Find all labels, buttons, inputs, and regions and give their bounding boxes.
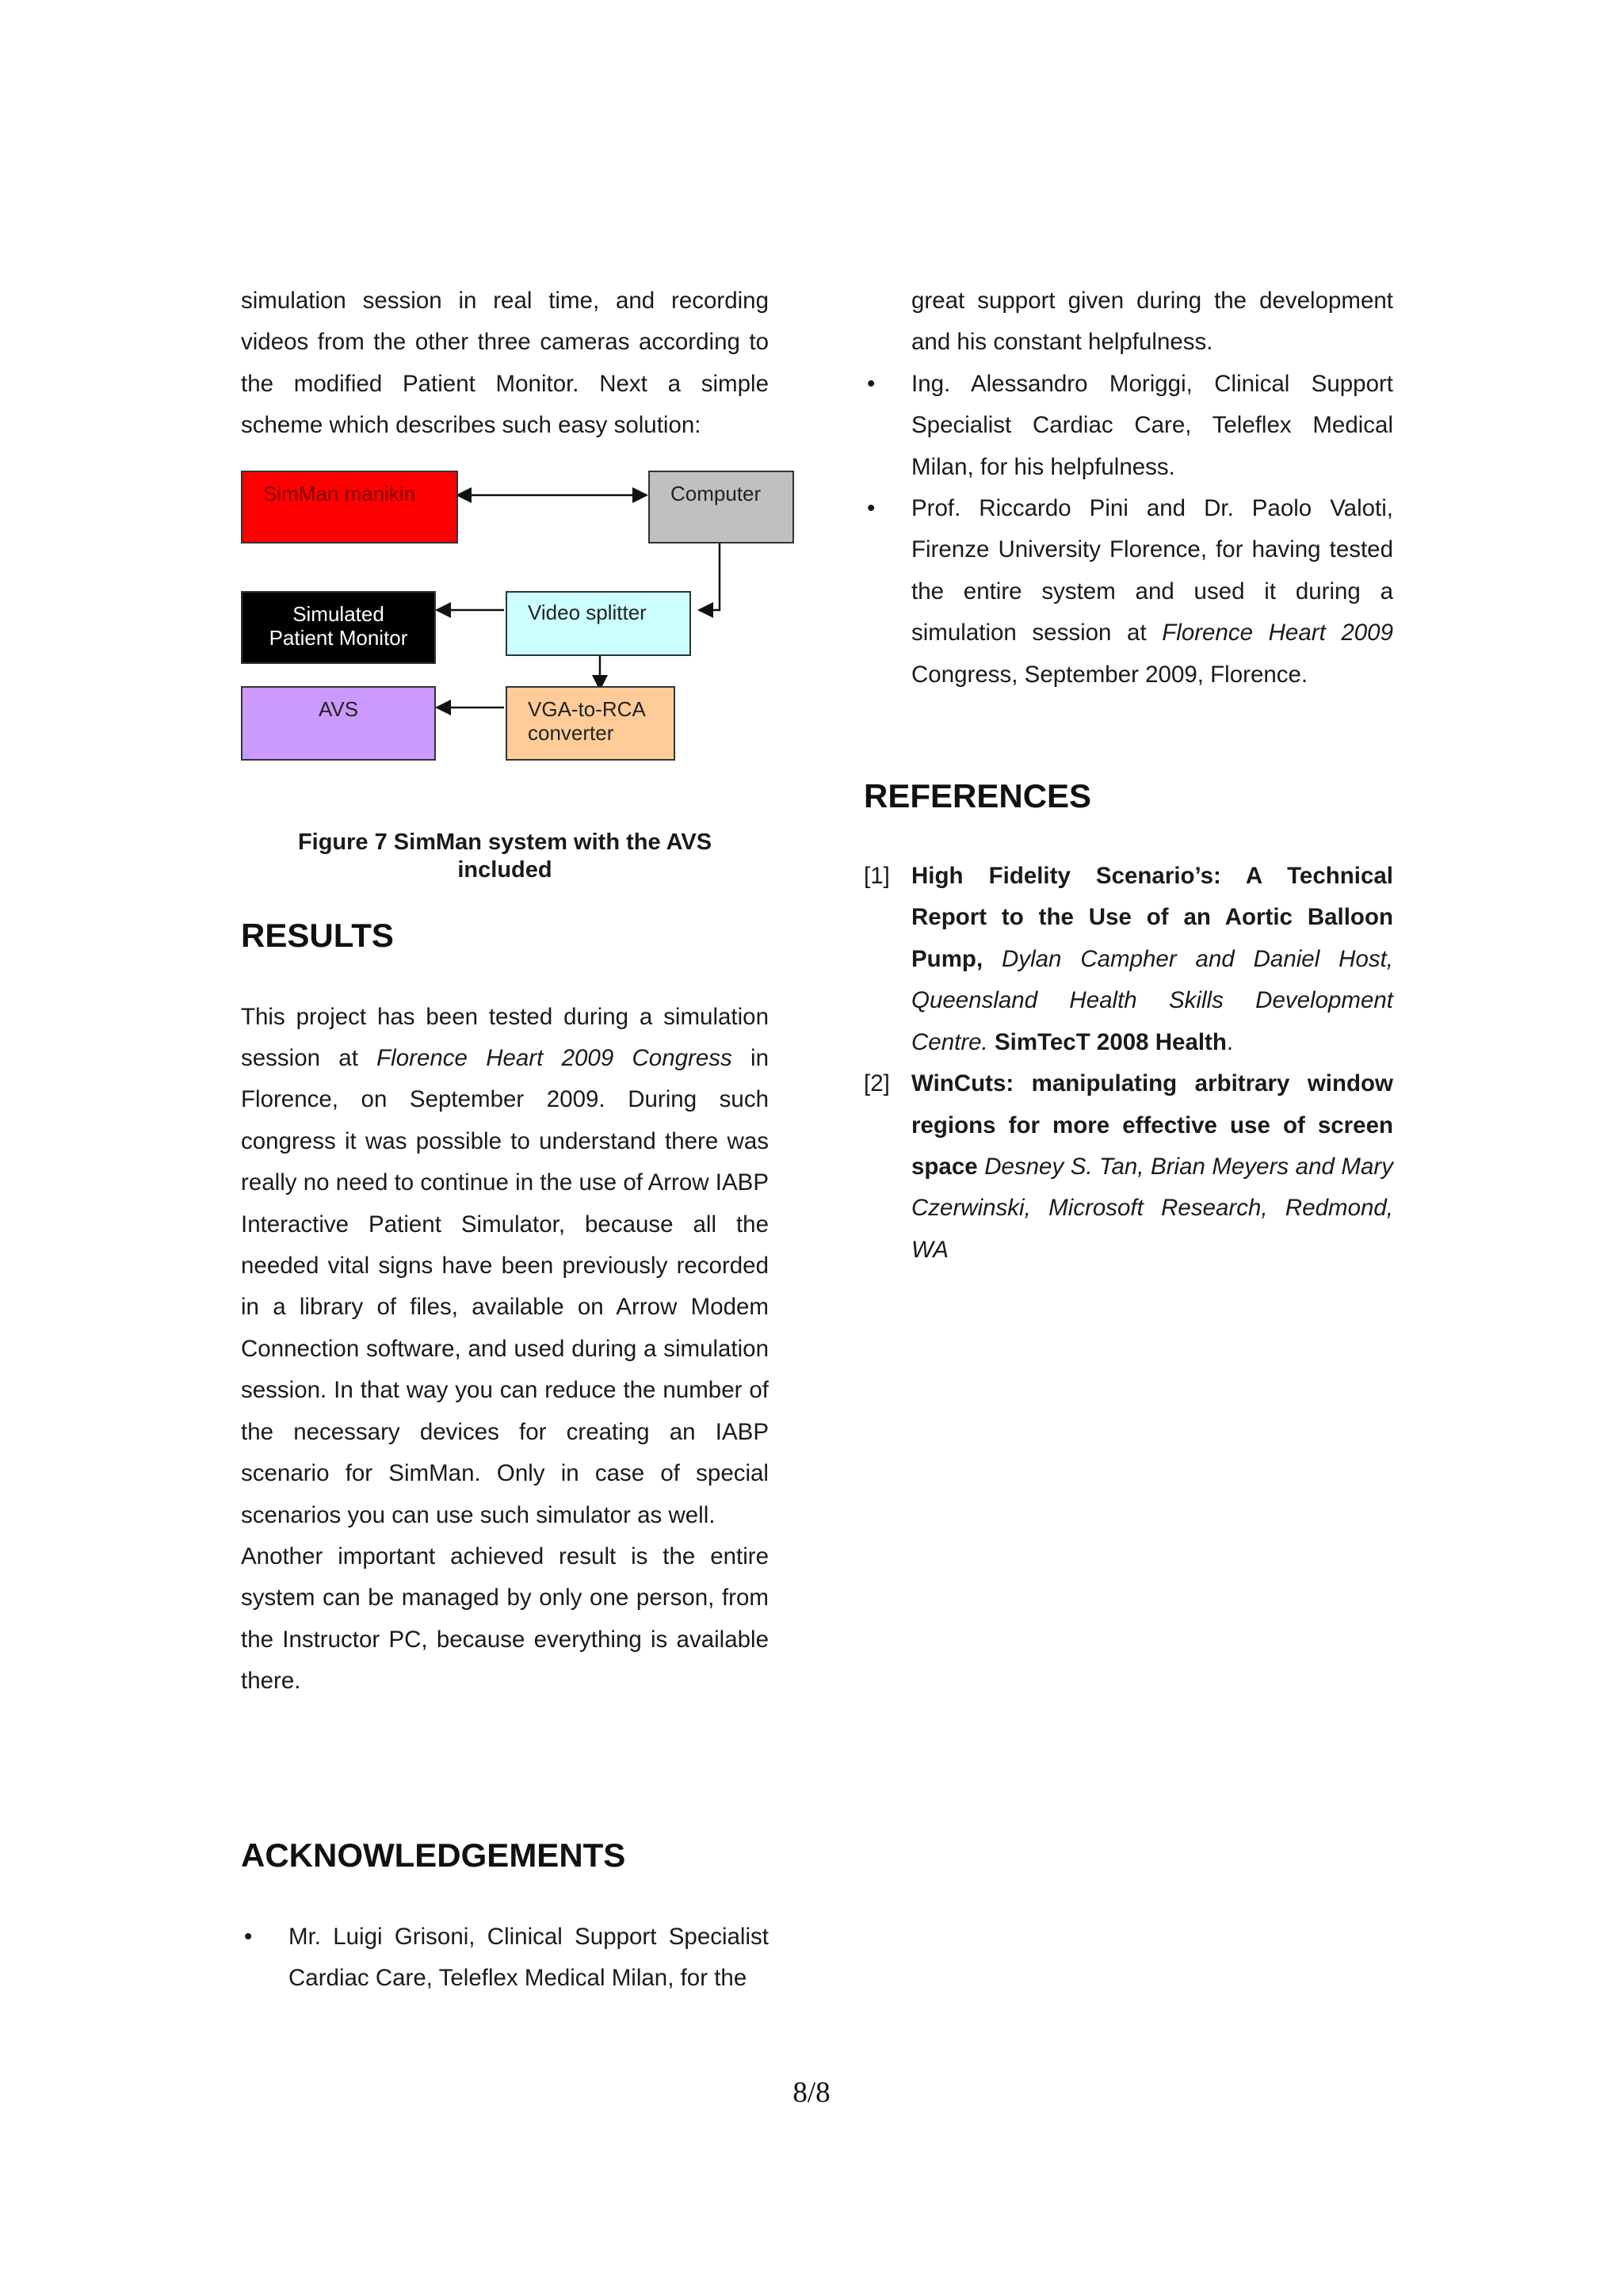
reference-text <box>911 1063 1393 1271</box>
reference-number: [1] <box>864 863 890 890</box>
acknowledgement-item <box>241 1917 769 2000</box>
ack3-text-cont: Congress, September 2009, Florence. <box>911 661 1308 688</box>
results-paragraph-2: Another important achieved result is the entire system can be managed by only one person, from the Instructor PC, because everything is available there. <box>241 1543 769 1695</box>
reference-text <box>911 856 1393 1063</box>
ack-moriggi: • Ing. Alessandro Moriggi, Clinical Support Specialist Cardiac Care, Teleflex Medical Milan, for his helpfulness. <box>911 370 1393 480</box>
acknowledgement-item-cont <box>864 280 1393 364</box>
ack-pini-valoti <box>911 488 1393 696</box>
results-paragraph-1 <box>241 997 769 1536</box>
ack3-event: Florence Heart 2009 <box>1162 620 1393 646</box>
reference-authors: Dylan Campher and Daniel Host, Queensland Health Skills Development Centre. <box>911 945 1393 1055</box>
reference-authors: Desney S. Tan, Brian Meyers and Mary Czerwinski, Microsoft Research, Redmond, WA <box>911 1153 1393 1263</box>
caption-line2: included <box>457 856 552 883</box>
reference-number: [2] <box>864 1070 890 1097</box>
acknowledgements-list-more <box>864 364 1393 696</box>
page-number: 8/8 <box>792 2077 831 2109</box>
simman-manikin-box <box>241 471 458 543</box>
acknowledgements-list-cont <box>864 280 1393 364</box>
results-text: This project has been tested during a simulation session at <box>241 1003 769 1072</box>
vga-to-rca-converter-box <box>506 686 675 761</box>
avs-box <box>241 686 436 761</box>
results-heading: RESULTS <box>241 916 394 954</box>
reference-end: . <box>1226 1028 1234 1055</box>
simulated-patient-monitor-box <box>241 591 436 664</box>
results-congress-name: Florence Heart 2009 Congress <box>376 1045 732 1072</box>
splitter-label: Video splitter <box>528 600 647 624</box>
left-column <box>241 280 769 1999</box>
acknowledgement-item <box>864 488 1393 696</box>
converter-label-line1: VGA-to-RCA <box>528 696 646 721</box>
monitor-label-line1: Simulated <box>292 601 384 626</box>
reference-title: High Fidelity Scenario’s: A Technical Report to the Use of an Aortic Balloon Pump, <box>911 863 1393 972</box>
reference-2 <box>864 1063 1393 1271</box>
converter-label-line2: converter <box>528 720 614 745</box>
reference-title: WinCuts: manipulating arbitrary window regions for more effective use of screen space <box>911 1070 1393 1180</box>
acknowledgement-item <box>864 364 1393 488</box>
acknowledgements-list <box>241 1917 769 2000</box>
reference-venue: SimTecT 2008 Health <box>987 1028 1227 1055</box>
references-heading: REFERENCES <box>864 777 1092 815</box>
results-text-cont: in Florence, on September 2009. During such congress it was possible to understand there was really no need to continue in the use of Arrow IABP Interactive Patient Simulator, because all the needed vital signs have been previously recorded in a library of files, available on Arrow Modem Connection software, and used during a simulation session. In that way you can reduce the number of the necessary devices for creating an IABP scenario for SimMan. Only in case of special scenarios you can use such simulator as well. <box>241 1045 769 1528</box>
ack-grisoni-cont: great support given during the development and his constant helpfulness. <box>911 288 1393 356</box>
caption-line1: Figure 7 SimMan system with the AVS <box>297 829 712 855</box>
reference-1 <box>864 856 1393 1063</box>
figure-7-diagram <box>241 471 796 772</box>
figure-caption <box>241 829 769 884</box>
acknowledgements-heading: ACKNOWLEDGEMENTS <box>241 1836 626 1874</box>
monitor-label-line2: Patient Monitor <box>269 625 408 650</box>
video-splitter-box <box>506 591 691 656</box>
ack-grisoni: • Mr. Luigi Grisoni, Clinical Support Specialist Cardiac Care, Teleflex Medical Milan, for the <box>288 1923 769 1991</box>
computer-label: Computer <box>670 481 762 505</box>
avs-label: AVS <box>318 696 359 721</box>
computer-box <box>648 471 794 543</box>
intro-paragraph: simulation session in real time, and recording videos from the other three cameras according to the modified Patient Monitor. Next a simple scheme which describes such easy solution: <box>241 288 769 439</box>
simman-label: SimMan manikin <box>263 481 416 505</box>
ack3-text: Prof. Riccardo Pini and Dr. Paolo Valoti, Firenze University Florence, for having tested the entire system and used it during a simulation session at <box>911 495 1393 646</box>
right-column <box>864 280 1393 1271</box>
